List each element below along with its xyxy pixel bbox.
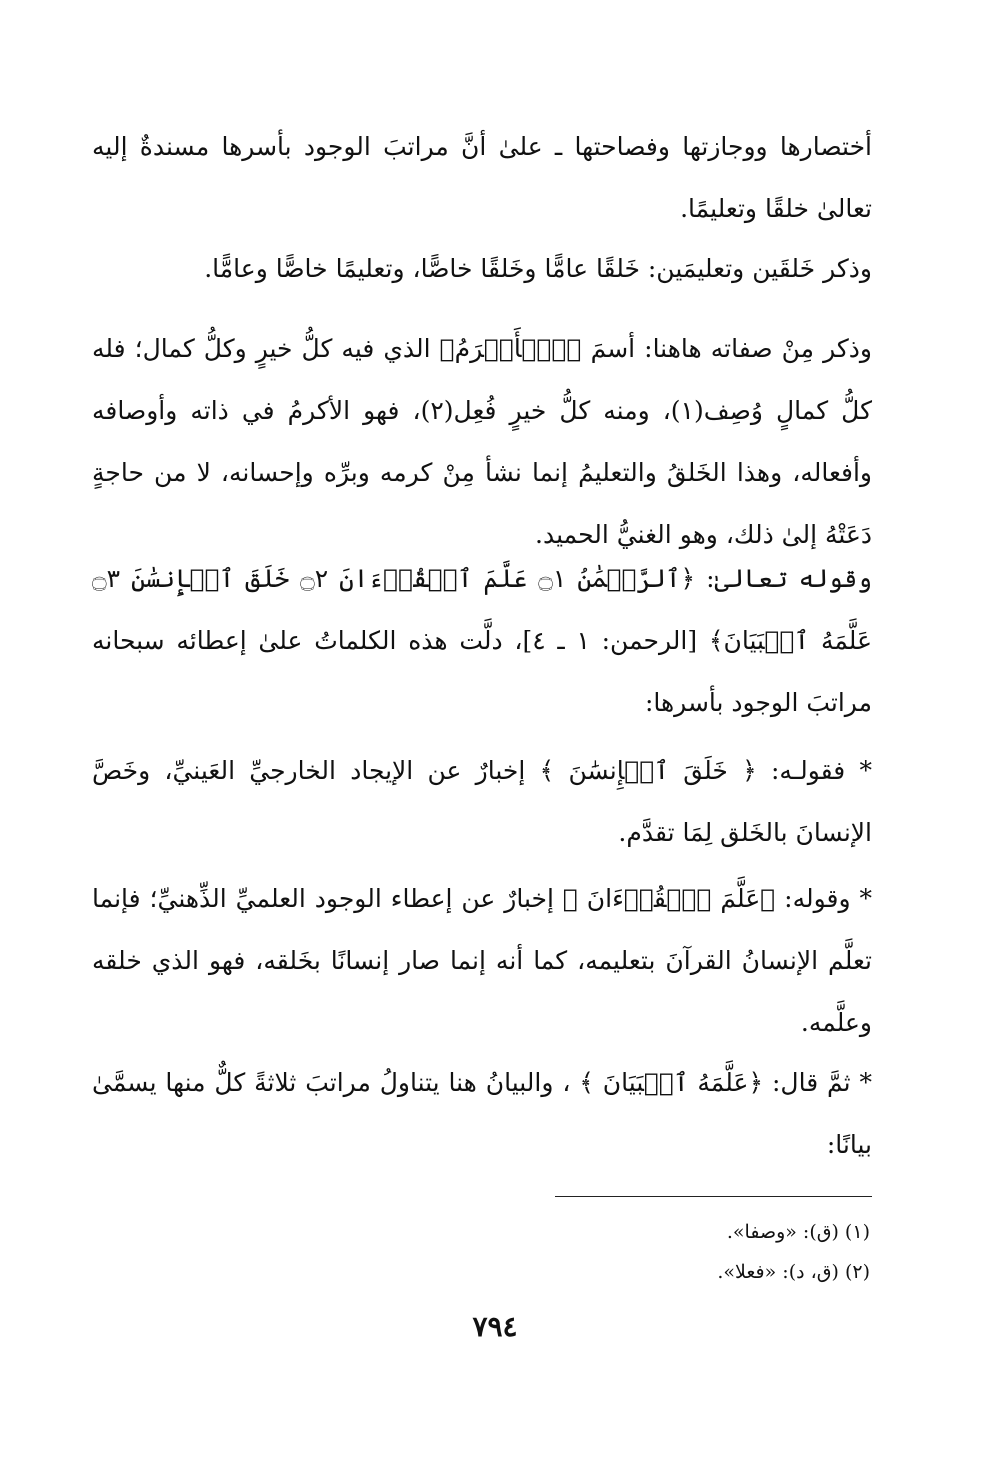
paragraph-text: أختصارها ووجازتها وفصاحتها ـ علىٰ أنَّ مراتبَ الوجود بأسرها مسندةٌ إليه تعالىٰ خلقًا وتعليمًا.: [92, 132, 872, 223]
paragraph-text: * ثمَّ قال: ﴿عَلَّمَهُ ٱلۡبَيَانَ ﴾ ، والبيانُ هنا يتناولُ مراتبَ ثلاثةً كلٌّ منها يسمَّىٰ بيانًا:: [92, 1068, 872, 1159]
paragraph-7: [92, 1052, 872, 1176]
paragraph-text: وذكر مِنْ صفاته هاهنا: أسمَ ﴿ٱلۡأَكۡرَمُ﴾ الذي فيه كلُّ خيرٍ وكلُّ كمال؛ فله كلُّ كمالٍ وُصِف(١)، ومنه كلُّ خيرٍ فُعِل(٢)، فهو الأكرمُ في ذاته وأوصافه وأفعاله، وهذا الخَلقُ والتعليمُ إنما نشأ مِنْ كرمه وبرِّه وإحسانه، لا من حاجةٍ دَعَتْهُ إلىٰ ذلك، وهو الغنيُّ الحميد.: [92, 334, 872, 549]
paragraph-text: * فقولـه: ﴿ خَلَقَ ٱلۡإِنسَٰنَ ﴾ إخبارٌ عن الإيجاد الخارجيِّ العَينيِّ، وخَصَّ الإنسانَ بالخَلق لِمَا تقدَّم.: [92, 756, 872, 847]
paragraph-1: [92, 116, 872, 240]
footnotes: [400, 1212, 870, 1292]
paragraph-text: وذكر خَلقَين وتعليمَين: خَلقًا عامًّا وخَلقًا خاصًّا، وتعليمًا خاصًّا وعامًّا.: [204, 254, 872, 283]
paragraph-3: [92, 318, 872, 566]
paragraph-5: [92, 740, 872, 864]
page-number: ٧٩٤: [472, 1310, 518, 1343]
footnote-divider: [555, 1196, 872, 1197]
footnote-1: (١) (ق): «وصفا».: [726, 1221, 870, 1243]
paragraph-6: [92, 868, 872, 1054]
paragraph-2: [92, 238, 872, 300]
paragraph-text: * وقوله: ﴿عَلَّمَ ٱلۡقُرۡءَانَ ﴾ إخبارٌ عن إعطاء الوجود العلميِّ الذِّهنيِّ؛ فإنما تعلَّم الإنسانُ القرآنَ بتعليمه، كما أنه إنما صار إنسانًا بخَلقه، فهو الذي خلقه وعلَّمه.: [92, 884, 872, 1037]
footnote-2: (٢) (ق، د): «فعلا».: [717, 1261, 870, 1283]
paragraph-text: وقوله تعالىٰ: ﴿ٱلرَّحۡمَٰنُ ۝١ عَلَّمَ ٱلۡقُرۡءَانَ ۝٢ خَلَقَ ٱلۡإِنسَٰنَ ۝٣ عَلَّمَهُ ٱلۡبَيَانَ﴾ [الرحمن: ١ ـ ٤]، دلَّت هذه الكلماتُ علىٰ إعطائه سبحانه مراتبَ الوجود بأسرها:: [92, 564, 872, 717]
paragraph-4: [92, 548, 872, 734]
